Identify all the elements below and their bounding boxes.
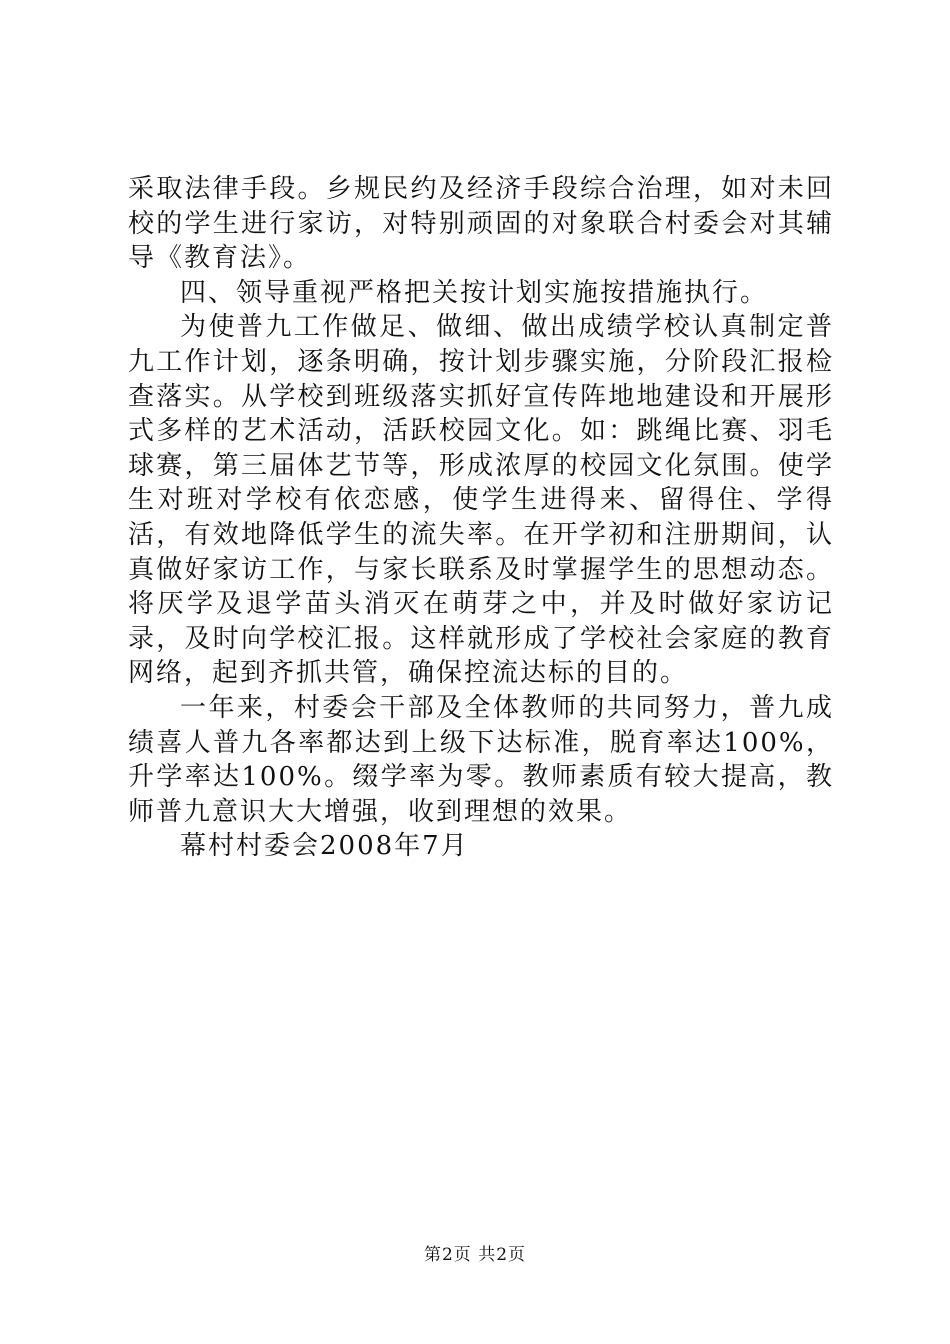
signature-line: 幕村村委会2008年7月	[180, 831, 469, 862]
paragraph-legal-measures: 采取法律手段。乡规民约及经济手段综合治理，如对未回校的学生进行家访，对特别顽固的对象联合村委会对其辅导《教育法》。	[128, 174, 834, 274]
paragraph-section-four-heading: 四、领导重视严格把关按计划实施按措施执行。	[180, 277, 769, 308]
page-footer: 第2页 共2页	[423, 1245, 527, 1265]
paragraph-results: 一年来，村委会干部及全体教师的共同努力，普九成绩喜人普九各率都达到上级下达标准，脱育率达100%，升学率达100%。缀学率为零。教师素质有较大提高，教师普九意识大大增强，收到理想的效果。	[128, 692, 834, 827]
paragraph-work-plan: 为使普九工作做足、做细、做出成绩学校认真制定普九工作计划，逐条明确，按计划步骤实施，分阶段汇报检查落实。从学校到班级落实抓好宣传阵地地建设和开展形式多样的艺术活动，活跃校园文化。如：跳绳比赛、羽毛球赛，第三届体艺节等，形成浓厚的校园文化氛围。使学生对班对学校有依恋感，使学生进得来、留得住、学得活，有效地降低学生的流失率。在开学初和注册期间，认真做好家访工作，与家长联系及时掌握学生的思想动态。将厌学及退学苗头消灭在萌芽之中，并及时做好家访记录，及时向学校汇报。这样就形成了学校社会家庭的教育网络，起到齐抓共管，确保控流达标的目的。	[128, 312, 834, 689]
document-body	[128, 172, 834, 864]
